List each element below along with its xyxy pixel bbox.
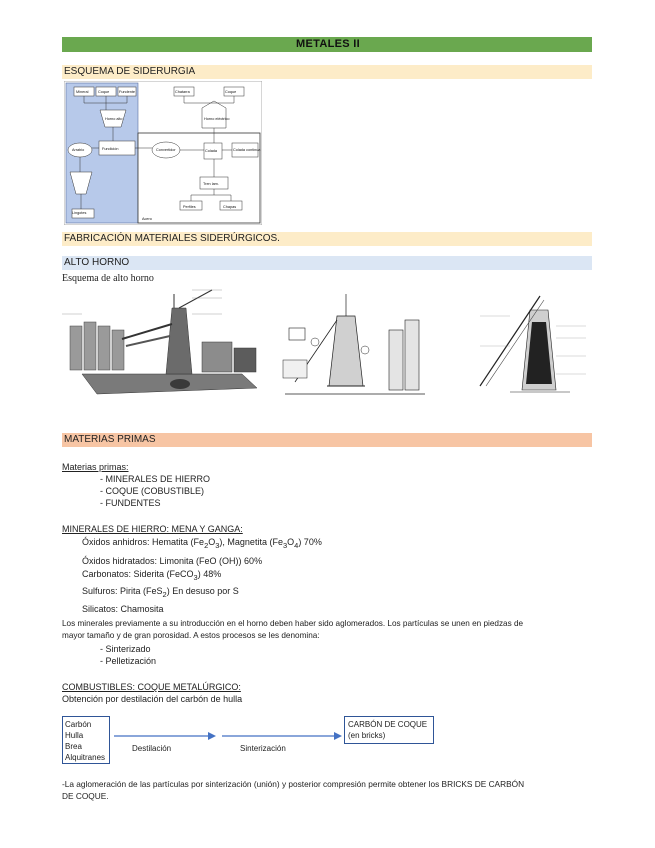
section-esquema: ESQUEMA DE SIDERURGIA [62,65,592,79]
proceso-1: - Sinterizado [100,644,151,654]
box-carbon-2: Hulla [65,731,84,740]
minerales-heading: MINERALES DE HIERRO [62,524,167,534]
oa-sub4: 4 [294,540,299,550]
para-1: Los minerales previamente a su introducción en el horno deben haber sido aglomerados. Los partículas se unen en piedzas de [62,619,524,628]
dg-horno-electrico: Horno eléctrico [204,117,230,121]
oxidos-hidratados: Óxidos hidratados: Limonita (FeO (OH)) 60% [82,556,263,566]
sinterizacion-label: Sinterización [240,744,286,753]
dg-colada-continua: Colada continua [233,148,261,152]
dg-acero: Acero [142,217,152,221]
final-1: -La aglomeración de las partículas por sinterización (unión) y posterior compresión permite obtener los BRICKS DE CARBÓN [62,779,525,789]
oa-sub3: 3 [215,540,220,550]
materia-1: - MINERALES DE HIERRO [100,474,211,484]
dg-tren-lam: Tren lam. [203,182,219,186]
oxidos-anhidros [82,537,322,551]
oa-d: O [287,537,295,547]
oa-sub3b: 3 [282,540,288,550]
minerales-heading-line [62,524,243,535]
process-arrows [112,730,344,742]
combustibles-line [62,682,241,693]
proceso-2: - Pelletización [100,656,157,666]
dg-arrabio: Arrabio [72,148,85,152]
oa-c: ), Magnetita (Fe [219,537,283,547]
destilacion-label: Destilación [132,744,172,753]
oa-e: ) 70% [298,537,322,547]
sulf-a: Sulfuros: Pirita (FeS [82,586,163,596]
carb-sub3: 3 [193,572,198,582]
sulf-sub: 2 [162,589,167,599]
dg-chatarra: Chatarra [175,90,190,94]
dg-mineral: Mineral [76,90,89,94]
carb-b: ) 48% [197,569,222,579]
section-fabricacion: FABRICACIÓN MATERIALES SIDERÚRGICOS. [62,232,592,246]
siderurgia-diagram [64,81,262,225]
materias-intro: Materias primas: [62,462,129,472]
sulf-b: ) En desuso por S [166,586,239,596]
alto-horno-diagram [265,290,435,402]
box-carbon-4: Alquitranes [65,753,106,762]
oa-b: O [208,537,216,547]
materia-3: - FUNDENTES [100,498,161,508]
obtencion: Obtención por destilación del carbón de hulla [62,694,243,704]
box-carbon-1: Carbón [65,720,92,729]
dg-coque: Coque [98,90,110,94]
alto-horno-illustration [62,284,262,402]
sulfuros [82,586,239,600]
page-title: METALES II [62,37,592,52]
silicatos: Silicatos: Chamosita [82,604,164,614]
dg-perfiles: Perfiles [183,205,196,209]
oa-a: Óxidos anhidros: Hematita (Fe [82,537,205,547]
final-2: DE COQUE. [62,791,109,801]
box-coque [344,716,434,744]
comb-sub: : COQUE METALÚRGICO: [132,682,241,692]
box-coque-2: (en bricks) [348,731,386,740]
dg-fundente: Fundente [119,90,136,94]
dg-chapas: Chapas [223,205,237,209]
section-materias: MATERIAS PRIMAS [62,433,592,447]
box-carbon-3: Brea [65,742,82,751]
comb-heading: COMBUSTIBLES [62,682,133,692]
carb-a: Carbonatos: Siderita (FeCO [82,569,194,579]
dg-colada: Colada [205,149,218,153]
box-carbon [62,716,110,764]
alto-horno-section [470,286,592,402]
alto-horno-caption: Esquema de alto horno [62,273,154,284]
minerales-sub: : MENA Y GANGA: [166,524,243,534]
para-2: mayor tamaño y de gran porosidad. A estos procesos se les denomina: [62,631,320,640]
dg-coque2: Coque [225,90,237,94]
dg-lingotes: Lingotes [72,211,87,215]
materia-2: - COQUE (COBUSTIBLE) [100,486,205,496]
oa-sub2: 2 [204,540,209,550]
section-alto-horno: ALTO HORNO [62,256,592,270]
box-coque-1: CARBÓN DE COQUE [348,720,428,729]
carbonatos [82,569,221,583]
dg-horno-alto: Horno alto [105,117,123,121]
dg-convertidor: Convertidor [156,148,176,152]
dg-fundicion: Fundición [102,147,119,151]
